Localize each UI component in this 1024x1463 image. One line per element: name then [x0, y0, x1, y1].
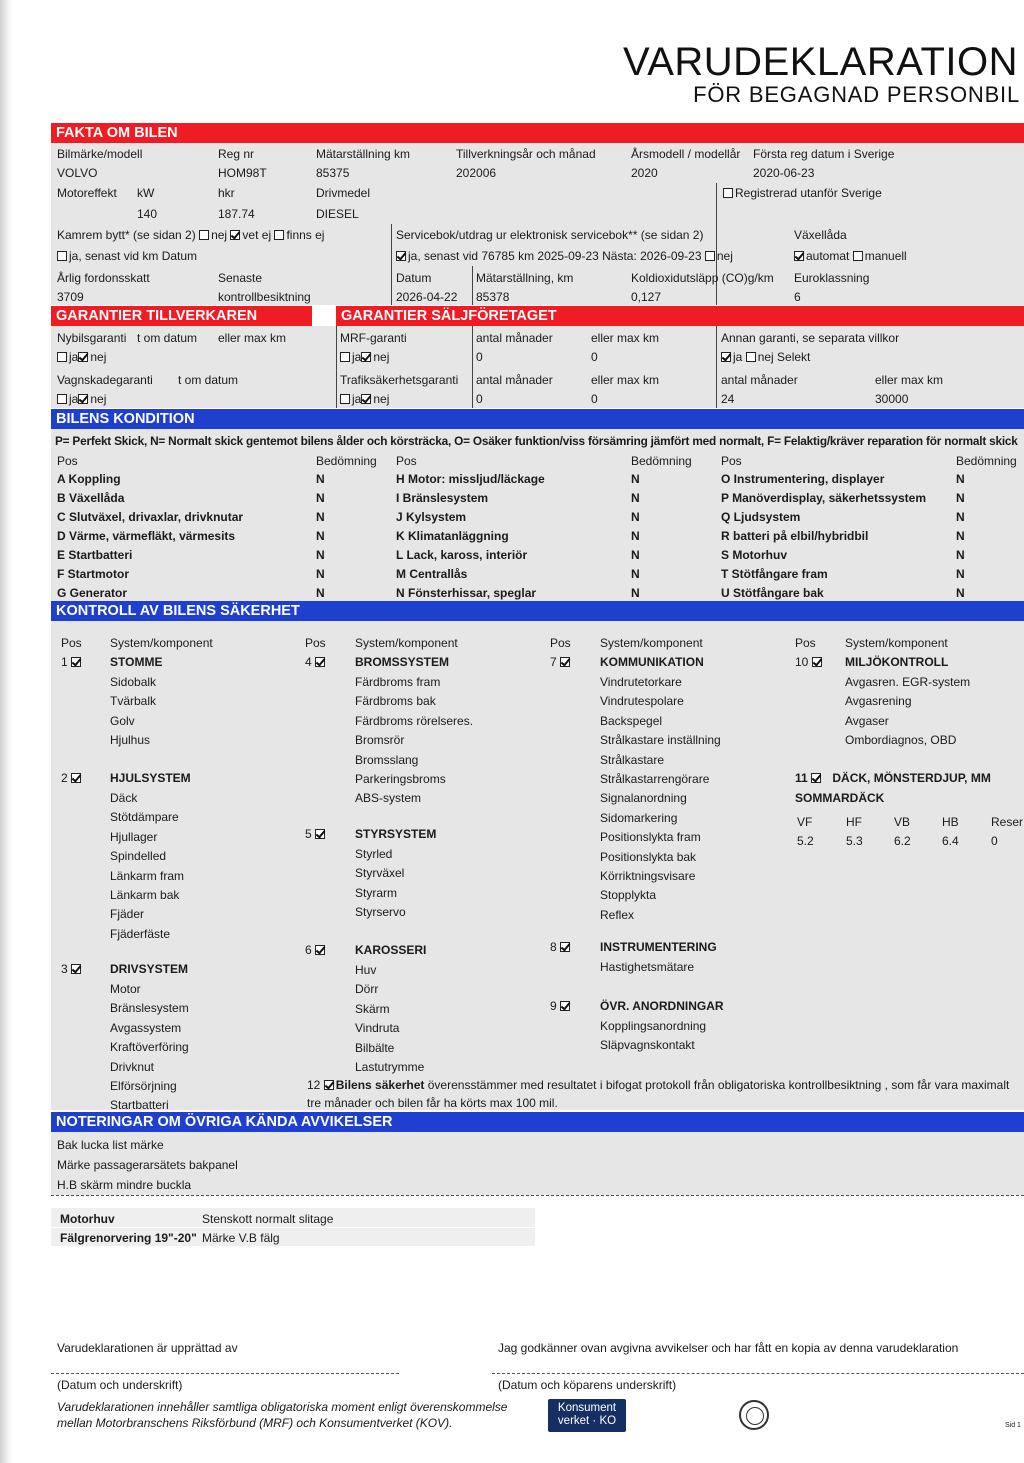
condition-item-label: E Startbatteri [57, 548, 133, 562]
safety-group-num: 5 [305, 827, 312, 841]
safety-group-title: ÖVR. ANORDNINGAR [600, 999, 724, 1013]
value-tax: 3709 [57, 290, 84, 304]
tire-depth-value: 0 [991, 834, 998, 848]
safety-component: Lastutrymme [355, 1060, 425, 1074]
condition-item-label: Q Ljudsystem [721, 510, 801, 524]
safety-group-number [795, 655, 824, 669]
service-ja-checkbox[interactable] [396, 251, 406, 261]
konsumentverket-logo: Konsument verket · KO [548, 1399, 626, 1432]
value-kw: 140 [137, 207, 158, 221]
safety-component: Bränslesystem [110, 1001, 189, 1016]
safety-component: Körriktningsvisare [600, 869, 696, 883]
safety-group-checkbox[interactable] [560, 657, 570, 667]
safety-group-num: 10 [795, 655, 809, 669]
section-notes-header: NOTERINGAR OM ÖVRIGA KÄNDA AVVIKELSER [51, 1112, 1024, 1132]
safety-component: Hastighetsmätare [600, 960, 695, 974]
safety-group-number [61, 962, 83, 976]
label-traffic-km: eller max km [591, 373, 660, 387]
safety-group-title: STYRSYSTEM [355, 827, 437, 841]
cond-col3-pos-header: Pos [721, 454, 742, 468]
label-inspection-date: Datum [396, 271, 432, 285]
condition-item-rating: N [956, 510, 965, 524]
condition-item-label: A Koppling [57, 472, 121, 486]
condition-item-rating: N [316, 567, 325, 581]
footer-note-2: mellan Motorbranschens Riksförbund (MRF) och Konsumentverket (KOV). [57, 1416, 453, 1430]
note-line: Märke passagerarsätets bakpanel [57, 1158, 238, 1172]
safety-component: Startbatteri [110, 1098, 169, 1113]
trafik-nej-checkbox[interactable] [361, 394, 371, 404]
value-other-months: 24 [721, 392, 735, 406]
safety-component: Drivknut [110, 1059, 155, 1074]
safety-component: Släpvagnskontakt [600, 1038, 695, 1053]
safety-component: Bromsslang [355, 752, 419, 767]
trafik-ja-checkbox[interactable] [340, 394, 350, 404]
label-other-km: eller max km [875, 373, 944, 387]
condition-item-rating: N [316, 510, 325, 524]
safety-component: Ombordiagnos, OBD [845, 733, 957, 748]
safety-group-num: 9 [550, 999, 557, 1013]
footer-note-1: Varudeklarationen innehåller samtliga obligatoriska moment enligt överenskommelse [57, 1400, 508, 1414]
value-model-year: 2020 [631, 166, 658, 180]
safety-component: Vindruta [355, 1021, 400, 1036]
safety-group-checkbox[interactable] [560, 1001, 570, 1011]
safety-group-number [550, 655, 572, 669]
safety-component: Strålkastarrengörare [600, 772, 710, 786]
value-other-km: 30000 [875, 392, 909, 406]
tire-depth-value: 5.2 [797, 834, 814, 848]
safety-group-num: 3 [61, 962, 68, 976]
value-hp: 187.74 [218, 207, 255, 221]
safety-c3-pos-header: Pos [550, 636, 571, 650]
condition-item-rating: N [956, 567, 965, 581]
safety-group-checkbox[interactable] [812, 657, 822, 667]
condition-item-rating: N [631, 472, 640, 486]
cond-col1-rating-header: Bedömning [316, 454, 377, 468]
safety-component: Stopplykta [600, 888, 657, 903]
condition-item-rating: N [956, 491, 965, 505]
label-warranty-date: t om datum [137, 331, 198, 345]
safety-component: Huv [355, 963, 377, 977]
mrf-nej-checkbox[interactable] [361, 352, 371, 362]
mrf-ja-checkbox[interactable] [340, 352, 350, 362]
safety-component: Vindrutespolare [600, 694, 684, 709]
safety-group-number [61, 655, 83, 669]
value-fuel: DIESEL [316, 207, 359, 221]
label-manufacture: Tillverkningsår och månad [456, 147, 596, 161]
service-book-row: ja, senast vid 76785 km 2025-09-23 Nästa: 2026-09-23 nej [396, 249, 733, 263]
safety-group-number [305, 943, 327, 957]
safety-component: Färdbroms rörelseres. [355, 713, 474, 728]
condition-item-label: N Fönsterhissar, speglar [396, 586, 537, 600]
safety-component: Elförsörjning [110, 1079, 177, 1093]
safety-component: Fjäderfäste [110, 926, 171, 941]
section-seller-warranty: GARANTIER SÄLJFÖRETAGET [336, 306, 1024, 326]
prepared-by-label: Varudeklarationen är upprättad av [57, 1341, 238, 1355]
section-safety-header: KONTROLL AV BILENS SÄKERHET [51, 601, 1024, 621]
safety-component: Reflex [600, 907, 635, 922]
section-fakta-header: FAKTA OM BILEN [51, 123, 1024, 143]
tire-group: 11 DÄCK, MÖNSTERDJUP, MM [795, 771, 991, 785]
safety-group-checkbox[interactable] [315, 829, 325, 839]
safety-component: Avgasren. EGR-system [845, 675, 971, 689]
safety-component: Hjullager [110, 829, 158, 844]
nybil-ja-checkbox[interactable] [57, 352, 67, 362]
label-mrf-km: eller max km [591, 331, 660, 345]
safety-group-title: INSTRUMENTERING [600, 940, 717, 954]
nybil-nej-checkbox[interactable] [78, 352, 88, 362]
value-mileage: 85375 [316, 166, 350, 180]
safety-group-title: KOMMUNIKATION [600, 655, 704, 669]
condition-item-label: D Värme, värmefläkt, värmesits [57, 529, 236, 543]
value-traffic-months: 0 [476, 392, 483, 406]
safety-group-checkbox[interactable] [71, 773, 81, 783]
safety-group-checkbox[interactable] [71, 657, 81, 667]
value-mrf-km: 0 [591, 350, 598, 364]
document-title: VARUDEKLARATION [623, 40, 1018, 84]
condition-item-rating: N [956, 548, 965, 562]
safety-component: Dörr [355, 982, 379, 997]
label-mrf-months: antal månader [476, 331, 553, 345]
cond-col2-pos-header: Pos [396, 454, 417, 468]
safety-group-number [305, 827, 327, 841]
safety-component: Sidomarkering [600, 810, 678, 825]
safety-component: Styrväxel [355, 866, 405, 881]
label-hp: hkr [218, 186, 235, 200]
cond-col2-rating-header: Bedömning [631, 454, 692, 468]
condition-item-rating: N [631, 510, 640, 524]
note-line: Bak lucka list märke [57, 1138, 164, 1152]
tire-depth-value: 6.4 [942, 834, 959, 848]
value-reg: HOM98T [218, 166, 267, 180]
safety-group-num: 8 [550, 940, 557, 954]
safety-group-title: STOMME [110, 655, 163, 669]
safety-group-num: 4 [305, 655, 312, 669]
seller-signature-line[interactable] [51, 1373, 399, 1374]
page-number: Sid 1 [1005, 1422, 1021, 1429]
safety-component: Kraftöverföring [110, 1040, 189, 1055]
safety-group-title: BROMSSYSTEM [355, 655, 450, 669]
timing-belt-row: Kamrem bytt* (se sidan 2) nej vet ej finns ej [57, 228, 325, 242]
condition-item-label: R batteri på elbil/hybridbil [721, 529, 869, 543]
label-other-warranty: Annan garanti, se separata villkor [721, 331, 900, 345]
note-table-value: Stenskott normalt slitage [202, 1212, 334, 1226]
condition-item-rating: N [631, 586, 640, 600]
document-subtitle: FÖR BEGAGNAD PERSONBIL [693, 82, 1020, 107]
safety-c3-sys-header: System/komponent [600, 636, 703, 650]
value-inspection-date: 2026-04-22 [396, 290, 458, 304]
label-co2: Koldioxidutsläpp (CO)g/km [631, 271, 774, 285]
safety-c1-sys-header: System/komponent [110, 636, 213, 650]
condition-item-label: U Stötfångare bak [721, 586, 824, 600]
tire-position-label: VB [894, 815, 911, 829]
buyer-approval-label: Jag godkänner ovan avgivna avvikelser och har fått en kopia av denna varudeklaration [498, 1341, 959, 1355]
label-model-year: Årsmodell / modellår [631, 147, 741, 161]
condition-item-label: P Manöverdisplay, säkerhetssystem [721, 491, 926, 505]
label-first-reg: Första reg datum i Sverige [753, 147, 895, 161]
mrf-seal-icon [739, 1400, 769, 1430]
value-first-reg: 2020-06-23 [753, 166, 815, 180]
label-new-car-warranty: Nybilsgaranti [57, 331, 127, 345]
safety-group-title: DRIVSYSTEM [110, 962, 189, 976]
belt-vetej-checkbox[interactable] [230, 230, 240, 240]
safety-component: Vindrutetorkare [600, 675, 682, 689]
condition-item-label: T Stötfångare fram [721, 567, 828, 581]
condition-legend: P= Perfekt Skick, N= Normalt skick gentemot bilens ålder och körsträcka, O= Osäker funktion/viss försämring jämfört med normalt, F= Felaktig/kräver reparation för normalt skick [55, 434, 1018, 448]
condition-item-label: C Slutväxel, drivaxlar, drivknutar [57, 510, 244, 524]
note-table-key: Motorhuv [60, 1212, 115, 1226]
safety-component: Parkeringsbroms [355, 772, 446, 786]
safety-component: Avgaser [845, 713, 889, 728]
safety-c2-sys-header: System/komponent [355, 636, 458, 650]
label-traffic-warranty: Trafiksäkerhetsgaranti [340, 373, 459, 387]
buyer-signature-caption: (Datum och köparens underskrift) [498, 1378, 677, 1392]
safety-component: Spindelled [110, 849, 167, 864]
gear-auto-checkbox[interactable] [794, 251, 804, 261]
safety-group-title: MILJÖKONTROLL [845, 655, 949, 669]
value-inspection-km: 85378 [476, 290, 510, 304]
safety-c4-sys-header: System/komponent [845, 636, 948, 650]
safety-group-checkbox[interactable] [315, 657, 325, 667]
condition-item-label: M Centrallås [396, 567, 468, 581]
condition-item-label: S Motorhuv [721, 548, 787, 562]
value-manufacture: 202006 [456, 166, 497, 180]
registered-abroad: Registrerad utanför Sverige [723, 186, 882, 200]
safety-group-title: HJULSYSTEM [110, 771, 191, 785]
buyer-signature-line[interactable] [492, 1373, 1024, 1374]
label-tax: Årlig fordonsskatt [57, 271, 150, 285]
condition-item-label: J Kylsystem [396, 510, 467, 524]
inspection-statement: 12 Bilens säkerhet överensstämmer med resultatet i bifogat protokoll från obligatoriska kontrollbesiktning , som får vara maximalt [307, 1078, 1010, 1092]
label-fuel: Drivmedel [316, 186, 371, 200]
cond-col3-rating-header: Bedömning [956, 454, 1017, 468]
condition-item-label: H Motor: missljud/läckage [396, 472, 545, 486]
safety-component: Styrled [355, 847, 393, 861]
safety-group-num: 1 [61, 655, 68, 669]
safety-component: Skärm [355, 1001, 390, 1016]
label-body-damage-date: t om datum [178, 373, 239, 387]
condition-item-rating: N [631, 548, 640, 562]
condition-item-rating: N [316, 586, 325, 600]
safety-group-num: 6 [305, 943, 312, 957]
condition-item-label: F Startmotor [57, 567, 129, 581]
page-edge-shadow [0, 0, 12, 1463]
label-euro: Euroklassning [794, 271, 870, 285]
note-line: H.B skärm mindre buckla [57, 1178, 192, 1192]
condition-item-rating: N [316, 548, 325, 562]
condition-item-label: O Instrumentering, displayer [721, 472, 885, 486]
tire-position-label: HF [846, 815, 862, 829]
label-inspection-1: Senaste [218, 271, 263, 285]
safety-component: Avgassystem [110, 1020, 182, 1035]
condition-item-rating: N [631, 567, 640, 581]
tire-checkbox[interactable] [811, 773, 821, 783]
gearbox-row: automat manuell [794, 249, 907, 263]
label-traffic-months: antal månader [476, 373, 553, 387]
safety-group-number [305, 655, 327, 669]
safety-group-title: KAROSSERI [355, 943, 427, 957]
condition-item-label: K Klimatanläggning [396, 529, 509, 543]
safety-component: Positionslykta fram [600, 830, 701, 845]
tire-position-label: Reser [991, 815, 1024, 829]
safety-component: Bromsrör [355, 733, 405, 748]
safety-c2-pos-header: Pos [305, 636, 326, 650]
annan-nej-checkbox[interactable] [746, 352, 756, 362]
safety-component: Styrservo [355, 905, 406, 920]
safety-component: Länkarm fram [110, 868, 185, 883]
safety-component: Bilbälte [355, 1040, 395, 1055]
safety-component: Backspegel [600, 713, 663, 728]
condition-item-rating: N [631, 491, 640, 505]
condition-item-label: I Bränslesystem [396, 491, 489, 505]
label-kw: kW [137, 186, 155, 200]
label-other-months: antal månader [721, 373, 798, 387]
safety-component: Strålkastare [600, 752, 665, 767]
safety-component: Strålkastare inställning [600, 733, 721, 748]
safety-component: Färdbroms fram [355, 675, 441, 689]
condition-item-label: G Generator [57, 586, 128, 600]
safety-group-num: 7 [550, 655, 557, 669]
inspection-statement-2: tre månader och bilen får ha körts max 100 mil. [307, 1096, 558, 1110]
safety-component: Golv [110, 713, 135, 728]
tire-depth-value: 5.3 [846, 834, 863, 848]
value-traffic-km: 0 [591, 392, 598, 406]
note-table-value: Märke V.B fälg [202, 1231, 280, 1245]
label-brand: Bilmärke/modell [57, 147, 143, 161]
safety-group-checkbox[interactable] [71, 964, 81, 974]
tire-position-label: VF [797, 815, 813, 829]
note-table-key: Fälgrenorvering 19"-20" [60, 1231, 197, 1245]
statement-checkbox[interactable] [324, 1080, 334, 1090]
condition-item-label: B Växellåda [57, 491, 125, 505]
tire-depth-value: 6.2 [894, 834, 911, 848]
safety-component: ABS-system [355, 791, 422, 806]
cond-col1-pos-header: Pos [57, 454, 78, 468]
gear-manual-checkbox[interactable] [853, 251, 863, 261]
condition-item-rating: N [316, 491, 325, 505]
safety-component: Kopplingsanordning [600, 1019, 707, 1033]
label-inspection-2: kontrollbesiktning [218, 290, 311, 304]
safety-component: Avgasrening [845, 694, 912, 709]
safety-component: Signalanordning [600, 791, 687, 806]
label-body-damage-warranty: Vagnskadegaranti [57, 373, 153, 387]
safety-component: Tvärbalk [110, 694, 157, 709]
safety-group-number [550, 940, 572, 954]
safety-component: Länkarm bak [110, 888, 180, 902]
label-reg: Reg nr [218, 147, 255, 161]
label-service-book: Servicebok/utdrag ur elektronisk servicebok** (se sidan 2) [396, 228, 704, 242]
condition-item-rating: N [316, 529, 325, 543]
condition-item-rating: N [956, 472, 965, 486]
safety-component: Fjäder [110, 907, 145, 922]
label-mrf-warranty: MRF-garanti [340, 331, 407, 345]
seller-signature-caption: (Datum och underskrift) [57, 1378, 183, 1392]
safety-component: Motor [110, 982, 141, 996]
vagn-ja-checkbox[interactable] [57, 394, 67, 404]
value-mrf-months: 0 [476, 350, 483, 364]
safety-component: Styrarm [355, 885, 397, 900]
registered-abroad-checkbox[interactable] [723, 188, 733, 198]
tire-season: SOMMARDÄCK [795, 791, 885, 805]
belt-nej-checkbox[interactable] [199, 230, 209, 240]
safety-component: Positionslykta bak [600, 849, 697, 864]
safety-group-checkbox[interactable] [315, 945, 325, 955]
vagn-nej-checkbox[interactable] [78, 394, 88, 404]
safety-component: Färdbroms bak [355, 694, 436, 709]
condition-item-rating: N [631, 529, 640, 543]
safety-component: Stötdämpare [110, 810, 179, 825]
service-nej-checkbox[interactable] [705, 251, 715, 261]
safety-group-checkbox[interactable] [560, 942, 570, 952]
safety-component: Däck [110, 791, 138, 805]
safety-group-number [61, 771, 83, 785]
safety-group-num: 2 [61, 771, 68, 785]
condition-item-label: L Lack, kaross, interiör [396, 548, 528, 562]
belt-finns-checkbox[interactable] [274, 230, 284, 240]
condition-item-rating: N [316, 472, 325, 486]
condition-item-rating: N [956, 586, 965, 600]
label-warranty-km: eller max km [218, 331, 287, 345]
section-manufacturer-warranty: GARANTIER TILLVERKAREN [51, 306, 312, 326]
safety-component: Sidobalk [110, 675, 157, 689]
tire-position-label: HB [942, 815, 959, 829]
condition-item-rating: N [956, 529, 965, 543]
value-co2: 0,127 [631, 290, 662, 304]
safety-component: Hjulhus [110, 733, 151, 748]
belt-ja-row: ja, senast vid km Datum [57, 249, 197, 263]
annan-ja-checkbox[interactable] [721, 352, 731, 362]
safety-group-number [550, 999, 572, 1013]
safety-c4-pos-header: Pos [795, 636, 816, 650]
value-euro: 6 [794, 290, 801, 304]
section-condition-header: BILENS KONDITION [51, 409, 1024, 429]
label-gearbox: Växellåda [794, 228, 847, 242]
belt-ja-checkbox[interactable] [57, 251, 67, 261]
label-power: Motoreffekt [57, 186, 117, 200]
safety-c1-pos-header: Pos [61, 636, 82, 650]
value-brand: VOLVO [57, 166, 98, 180]
label-inspection-km: Mätarställning, km [476, 271, 574, 285]
label-mileage: Mätarställning km [316, 147, 411, 161]
